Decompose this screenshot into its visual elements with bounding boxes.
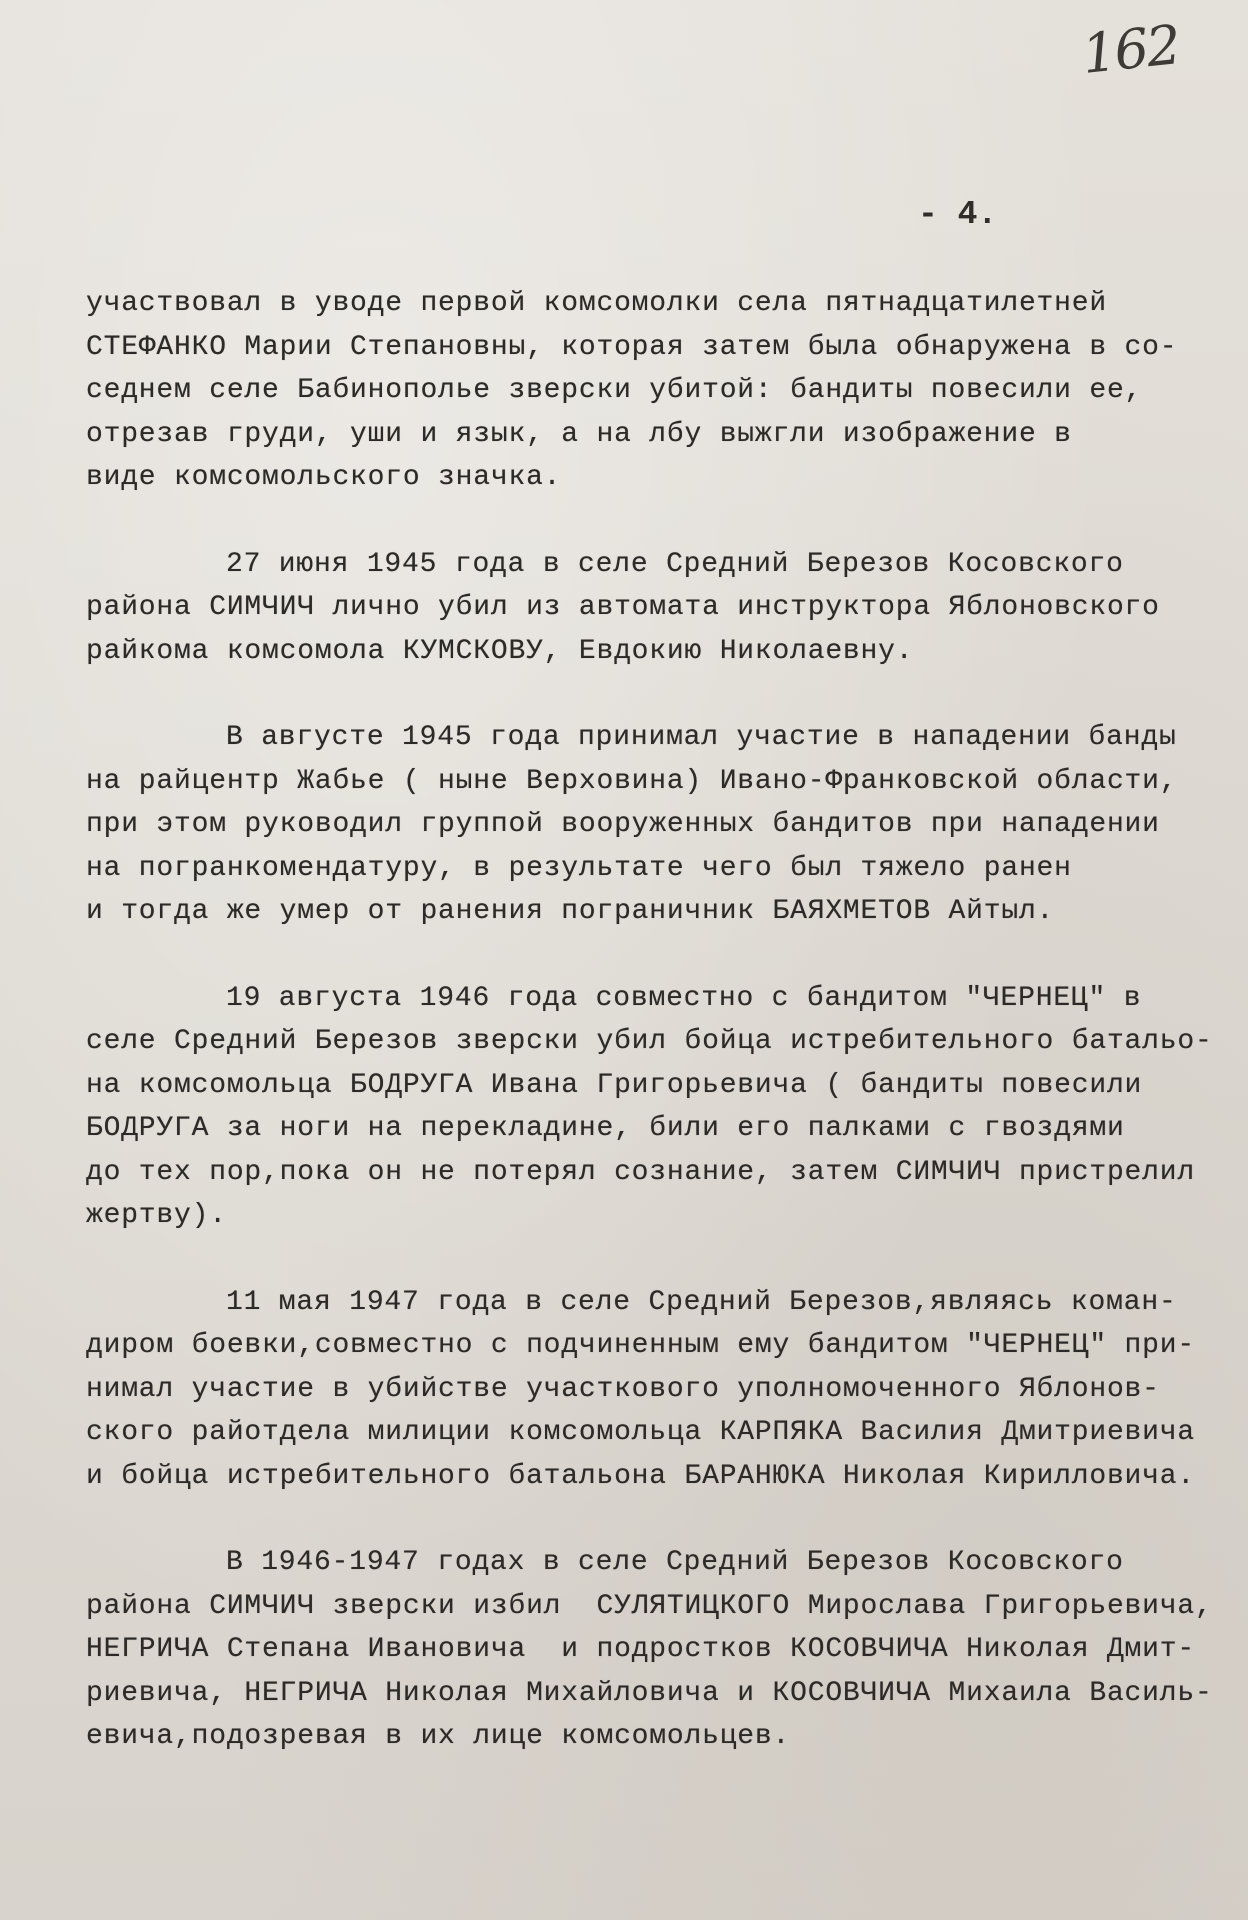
- text-line: и тогда же умер от ранения пограничник БАЯХМЕТОВ Айтыл.: [86, 896, 1055, 927]
- text-line: В 1946-1947 годах в селе Средний Березов Косовского: [226, 1547, 1124, 1578]
- text-line: отрезав груди, уши и язык, а на лбу выжгли изображение в: [86, 418, 1072, 450]
- paragraph-1: [86, 282, 1221, 500]
- document-body: [86, 282, 1221, 1802]
- paragraph-4: [86, 977, 1221, 1238]
- text-line: диром боевки,совместно с подчиненным ему бандитом "ЧЕРНЕЦ" при-: [86, 1330, 1195, 1361]
- text-line: 11 мая 1947 года в селе Средний Березов,являясь коман-: [226, 1286, 1177, 1318]
- text-line: района СИМЧИЧ зверски избил СУЛЯТИЦКОГО Мирослава Григорьевича,: [86, 1590, 1213, 1622]
- text-line: В августе 1945 года принимал участие в нападении банды: [226, 722, 1177, 753]
- text-line: БОДРУГА за ноги на перекладине, били его палками с гвоздями: [86, 1113, 1125, 1144]
- text-line: до тех пор,пока он не потерял сознание, затем СИМЧИЧ пристрелил: [86, 1156, 1195, 1188]
- text-line: СТЕФАНКО Марии Степановны, которая затем была обнаружена в со-: [86, 331, 1178, 363]
- paragraph-3: [86, 716, 1221, 934]
- text-line: НЕГРИЧА Степана Ивановича и подростков КОСОВЧИЧА Николая Дмит-: [86, 1634, 1195, 1665]
- text-line: ского райотдела милиции комсомольца КАРПЯКА Василия Дмитриевича: [86, 1417, 1195, 1448]
- text-line: 27 июня 1945 года в селе Средний Березов Косовского: [226, 548, 1124, 580]
- page-number: - 4.: [918, 196, 998, 233]
- handwritten-archive-number: 162: [1078, 13, 1183, 86]
- paragraph-5: [86, 1281, 1221, 1499]
- text-line: риевича, НЕГРИЧА Николая Михайловича и КОСОВЧИЧА Михаила Василь-: [86, 1677, 1213, 1709]
- text-line: и бойца истребительного батальона БАРАНЮКА Николая Кирилловича.: [86, 1460, 1195, 1492]
- text-line: нимал участие в убийстве участкового уполномоченного Яблонов-: [86, 1373, 1160, 1405]
- text-line: евича,подозревая в их лице комсомольцев.: [86, 1721, 791, 1752]
- text-line: 19 августа 1946 года совместно с бандитом "ЧЕРНЕЦ" в: [226, 982, 1142, 1014]
- text-line: жертву).: [86, 1200, 227, 1231]
- text-line: виде комсомольского значка.: [86, 462, 562, 493]
- text-line: на комсомольца БОДРУГА Ивана Григорьевича ( бандиты повесили: [86, 1069, 1143, 1101]
- text-line: участвовал в уводе первой комсомолки села пятнадцатилетней: [86, 288, 1107, 319]
- text-line: на райцентр Жабье ( ныне Верховина) Ивано-Франковской области,: [86, 765, 1178, 797]
- text-line: при этом руководил группой вооруженных бандитов при нападении: [86, 809, 1160, 840]
- text-line: седнем селе Бабинополье зверски убитой: бандиты повесили ее,: [86, 375, 1143, 406]
- paragraph-2: [86, 543, 1221, 674]
- text-line: райкома комсомола КУМСКОВУ, Евдокию Николаевну.: [86, 635, 914, 667]
- paragraph-6: [86, 1541, 1221, 1759]
- text-line: района СИМЧИЧ лично убил из автомата инструктора Яблоновского: [86, 592, 1160, 623]
- text-line: на погранкомендатуру, в результате чего был тяжело ранен: [86, 852, 1072, 884]
- text-line: селе Средний Березов зверски убил бойца истребительного батальо-: [86, 1026, 1213, 1057]
